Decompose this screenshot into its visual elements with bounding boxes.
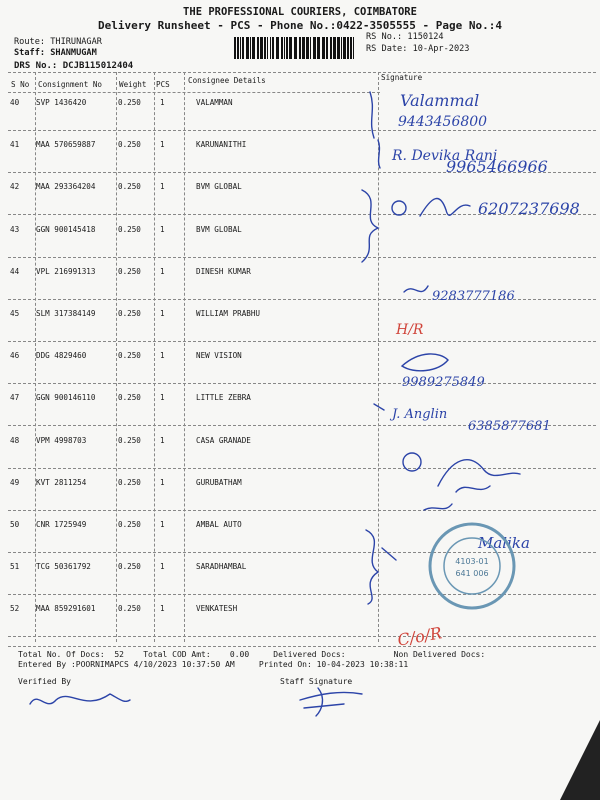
- col-header-consignment: Consignment No: [38, 80, 103, 89]
- table-row: [10, 604, 370, 618]
- row-consignee: LITTLE ZEBRA: [196, 393, 251, 403]
- handwritten-phone: 6385877681: [468, 419, 551, 434]
- barcode-bar: [330, 37, 332, 59]
- row-weight: 0.250: [118, 140, 141, 150]
- row-consignee: NEW VISION: [196, 351, 242, 361]
- row-sno: 48: [10, 435, 20, 445]
- row-weight: 0.250: [118, 309, 141, 318]
- table-row: [10, 562, 370, 576]
- table-row: [10, 267, 370, 281]
- barcode-bar: [337, 37, 340, 59]
- footer-totals: Total No. Of Docs: 52 Total COD Amt: 0.00 Delivered Docs: Non Delivered Docs:: [18, 650, 486, 659]
- barcode-bar: [276, 37, 279, 59]
- page-corner-shadow: [560, 720, 600, 800]
- barcode-bar: [250, 37, 251, 59]
- row-pcs: 1: [160, 140, 165, 150]
- barcode: [232, 37, 360, 59]
- row-consignee: BVM GLOBAL: [196, 224, 242, 234]
- row-pcs: 1: [160, 224, 165, 234]
- barcode-bar: [237, 37, 239, 59]
- margin-stroke: [370, 92, 374, 138]
- row-consignment-no: KVT 2811254: [36, 477, 87, 487]
- row-divider: [8, 383, 596, 384]
- row-sno: 52: [10, 604, 20, 614]
- barcode-bar: [284, 37, 285, 59]
- barcode-bar: [317, 37, 320, 59]
- row-consignment-no: SLM 317384149: [36, 309, 96, 318]
- row-weight: 0.250: [118, 351, 141, 361]
- row-consignment-no: MAA 570659887: [36, 140, 96, 150]
- barcode-bar: [326, 37, 328, 59]
- row-sno: 47: [10, 393, 20, 403]
- row-divider: [8, 214, 596, 215]
- staff-signature: [300, 688, 362, 716]
- footer-entered: Entered By :POORNIMAPCS 4/10/2023 10:37:50 AM Printed On: 10-04-2023 10:38:11: [18, 660, 409, 669]
- col-header-details: Consignee Details: [188, 76, 266, 85]
- row-pcs: 1: [160, 351, 165, 361]
- barcode-bar: [350, 37, 352, 59]
- handwritten-phone: 9965466966: [446, 157, 548, 176]
- barcode-bar: [299, 37, 301, 59]
- row-weight: 0.250: [118, 266, 141, 276]
- table-row: [10, 182, 370, 196]
- row-sno: 41: [10, 140, 20, 150]
- table-top-rule: [8, 72, 596, 73]
- row-pcs: 1: [160, 309, 165, 318]
- row-divider: [8, 594, 596, 595]
- barcode-bar: [286, 37, 288, 59]
- barcode-bar: [310, 37, 311, 59]
- table-row: [10, 225, 370, 239]
- table-row: [10, 98, 370, 112]
- handwritten-name: R. Devika Rani: [392, 148, 498, 164]
- row-weight: 0.250: [118, 562, 141, 572]
- table-row: [10, 393, 370, 407]
- table-row: [10, 520, 370, 534]
- row-consignee: KARUNANITHI: [196, 140, 247, 150]
- row-sno: 51: [10, 562, 20, 572]
- row-pcs: 1: [160, 562, 165, 572]
- barcode-bar: [302, 37, 305, 59]
- runsheet-title: Delivery Runsheet - PCS - Phone No.:0422-3505555 - Page No.:4: [98, 19, 502, 32]
- row-pcs: 1: [160, 393, 165, 403]
- row-consignee: GURUBATHAM: [196, 477, 242, 487]
- row-weight: 0.250: [118, 604, 141, 614]
- col-header-sno: S No: [11, 80, 30, 89]
- staff-signature-label: Staff Signature: [280, 677, 353, 686]
- signature-scribble: [438, 460, 520, 492]
- row-weight: 0.250: [118, 435, 141, 445]
- col-divider: [378, 72, 379, 642]
- row-pcs: 1: [160, 435, 165, 445]
- row-divider: [8, 552, 596, 553]
- row-weight: 0.250: [118, 520, 141, 529]
- barcode-bar: [281, 37, 283, 59]
- row-sno: 44: [10, 266, 20, 276]
- row-consignee: DINESH KUMAR: [196, 266, 251, 276]
- row-consignee: WILLIAM PRABHU: [196, 309, 261, 318]
- row-weight: 0.250: [118, 477, 141, 487]
- handwritten-name: Valammal: [400, 91, 480, 110]
- row-pcs: 1: [160, 266, 165, 276]
- handwritten-name: J. Anglin: [392, 407, 448, 422]
- row-pcs: 1: [160, 182, 165, 192]
- barcode-bar: [322, 37, 325, 59]
- barcode-bar: [260, 37, 263, 59]
- barcode-bar: [246, 37, 249, 59]
- row-consignee: CASA GRANADE: [196, 435, 251, 445]
- row-consignment-no: GGN 900146110: [36, 393, 96, 403]
- row-consignee: VENKATESH: [196, 604, 238, 614]
- barcode-bar: [242, 37, 244, 59]
- table-row: [10, 436, 370, 450]
- row-pcs: 1: [160, 520, 165, 529]
- company-name: THE PROFESSIONAL COURIERS, COIMBATORE: [183, 6, 417, 18]
- row-consignment-no: VPM 4998703: [36, 435, 87, 445]
- row-consignment-no: TCG 50361792: [36, 562, 91, 572]
- row-consignment-no: VPL 216991313: [36, 266, 96, 276]
- margin-stroke: [374, 404, 384, 410]
- table-row: [10, 478, 370, 492]
- row-divider: [8, 341, 596, 342]
- barcode-bar: [333, 37, 336, 59]
- row-pcs: 1: [160, 604, 165, 614]
- barcode-bar: [257, 37, 259, 59]
- row-pcs: 1: [160, 98, 165, 107]
- route-label: Route: THIRUNAGAR: [14, 37, 102, 47]
- handwritten-phone: 9989275849: [402, 375, 485, 390]
- circled-mark: [392, 201, 406, 215]
- signature-scribble: [402, 354, 448, 371]
- row-divider: [8, 299, 596, 300]
- row-divider: [8, 130, 596, 131]
- row-weight: 0.250: [118, 224, 141, 234]
- row-consignee: SARADHAMBAL: [196, 562, 247, 572]
- verifier-signature: [30, 694, 130, 704]
- row-weight: 0.250: [118, 98, 141, 107]
- barcode-bar: [264, 37, 266, 59]
- row-weight: 0.250: [118, 393, 141, 403]
- barcode-bar: [306, 37, 309, 59]
- rs-date: RS Date: 10-Apr-2023: [366, 44, 470, 54]
- barcode-bar: [343, 37, 346, 59]
- barcode-bar: [234, 37, 236, 59]
- table-row: [10, 309, 370, 323]
- row-consignee: AMBAL AUTO: [196, 520, 242, 529]
- barcode-bar: [353, 37, 354, 59]
- handwritten-phone: 9283777186: [432, 289, 515, 304]
- row-consignee: BVM GLOBAL: [196, 182, 242, 192]
- row-consignee: VALAMMAN: [196, 98, 233, 107]
- header-bottom-rule: [8, 92, 380, 93]
- row-weight: 0.250: [118, 182, 141, 192]
- row-sno: 43: [10, 224, 20, 234]
- barcode-bar: [252, 37, 255, 59]
- row-sno: 42: [10, 182, 20, 192]
- row-consignment-no: MAA 293364204: [36, 182, 96, 192]
- delivery-stamp: [430, 524, 514, 608]
- staff-label: Staff: SHANMUGAM: [14, 48, 97, 58]
- table-row: [10, 351, 370, 365]
- row-sno: 46: [10, 351, 20, 361]
- row-sno: 45: [10, 309, 20, 318]
- barcode-bar: [294, 37, 297, 59]
- verified-by-label: Verified By: [18, 677, 71, 686]
- stamp-pincode: 641 006: [455, 569, 489, 578]
- row-pcs: 1: [160, 477, 165, 487]
- row-consignment-no: SVP 1436420: [36, 98, 87, 107]
- barcode-bar: [267, 37, 268, 59]
- row-divider: [8, 468, 596, 469]
- row-sno: 50: [10, 520, 20, 529]
- handwritten-phone: 9443456800: [398, 114, 488, 130]
- handwritten-name: Malika: [478, 534, 530, 552]
- row-consignment-no: DDG 4829460: [36, 351, 87, 361]
- col-header-signature: Signature: [381, 73, 423, 82]
- signature-scribble: [420, 199, 470, 216]
- barcode-bar: [313, 37, 316, 59]
- signature-scribble: [404, 286, 428, 292]
- barcode-bar: [272, 37, 274, 59]
- row-consignment-no: MAA 859291601: [36, 604, 96, 614]
- handwritten-note: C/o/R: [396, 623, 444, 650]
- row-sno: 40: [10, 98, 20, 107]
- row-divider: [8, 257, 596, 258]
- row-consignment-no: GGN 900145418: [36, 224, 96, 234]
- row-consignment-no: CNR 1725949: [36, 520, 87, 529]
- drs-number: DRS No.: DCJB115012404: [14, 61, 134, 71]
- row-divider: [8, 172, 596, 173]
- stamp-code: 4103-01: [455, 557, 489, 566]
- row-divider: [8, 425, 596, 426]
- handwritten-note: H/R: [396, 322, 424, 338]
- barcode-bar: [289, 37, 292, 59]
- col-header-weight: Weight: [119, 80, 147, 89]
- row-sno: 49: [10, 477, 20, 487]
- barcode-bar: [270, 37, 271, 59]
- barcode-bar: [341, 37, 342, 59]
- barcode-bar: [347, 37, 349, 59]
- col-header-pcs: PCS: [156, 80, 170, 89]
- table-row: [10, 140, 370, 154]
- rs-number: RS No.: 1150124: [366, 32, 444, 42]
- barcode-bar: [240, 37, 241, 59]
- row-divider: [8, 510, 596, 511]
- handwritten-phone: 6207237698: [478, 199, 580, 218]
- row-divider: [8, 636, 596, 637]
- footer-rule: [8, 646, 596, 647]
- margin-stroke: [382, 548, 396, 560]
